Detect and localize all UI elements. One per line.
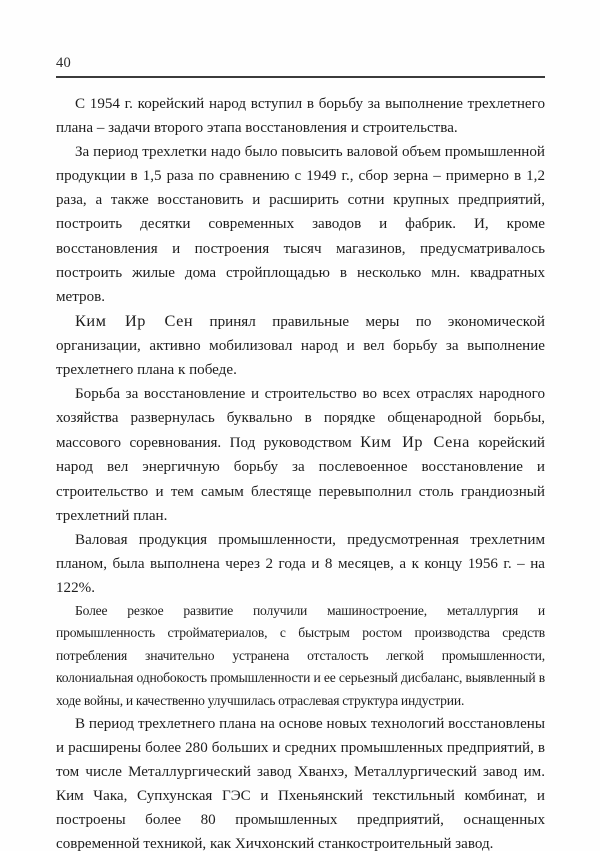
body-text-block: [56, 92, 545, 851]
paragraph-3-text: принял правильные меры по экономической организации, активно мобилизовал народ и вел борьбу за выполнение трехлетнего плана к победе.: [56, 313, 545, 379]
paragraph-2: За период трехлетки надо было повысить валовой объем промышленной продукции в 1,5 раза по сравнению с 1949 г., сбор зерна – примерно в 1,2 раза, а также восстановить и расширить сотни крупных предприятий, построить десятки современных заводов и фабрик. И, кроме восстановления и построения тысяч магазинов, предусматривалось построить жилые дома стройплощадью в несколько млн. квадратных метров.: [56, 144, 545, 305]
paragraph-7-text-after-name: , Супхунская ГЭС и Пхеньянский текстильный комбинат, и построены более 80 промышленных предприятий, оснащенных современной техникой, как Хичхонский станкостроительный завод.: [56, 788, 545, 851]
paragraph-6: Более резкое развитие получили машиностроение, металлургия и промышленность стройматериалов, с быстрым ростом производства средств потребления значительно устранена отсталость легкой промышленности, колониальная однобокость промышленности и ее серьезный дисбаланс, выявленный в ходе войны, и качественно улучшилась отраслевая структура индустрии.: [56, 602, 545, 708]
running-head: [56, 56, 545, 78]
paragraph-5: Валовая продукция промышленности, предусмотренная трехлетним планом, была выполнена через 2 года и 8 месяцев, а к концу 1956 г. – на 122%.: [56, 531, 545, 596]
person-name-kim-chaek: Ким Чака: [56, 788, 124, 805]
paragraph-4: [56, 382, 545, 528]
paragraph-7-text-before-name: В период трехлетнего плана на основе новых технологий восстановлены и расширены более 280 больших и средних промышленных предприятий, в том числе Металлургический завод Хванхэ, Металлургический завод им.: [56, 716, 545, 781]
paragraph-4-text-before-name: Борьба за восстановление и строительство во всех отраслях народного хозяйства развернулась буквально в порядке общенародной борьбы, массового соревнования. Под руководством: [56, 386, 545, 452]
page-number: 40: [56, 55, 71, 71]
leader-name-kim-il-sung: Ким Ир Сен: [75, 310, 194, 330]
header-rule: [56, 76, 545, 78]
paragraph-3: [56, 309, 545, 382]
leader-name-kim-il-sung-inline: Ким Ир Сена: [360, 432, 470, 452]
paragraph-1: С 1954 г. корейский народ вступил в борьбу за выполнение трехлетнего плана – задачи второго этапа восстановления и строительства.: [56, 96, 545, 137]
paragraph-7: [56, 712, 545, 851]
paragraph-4-text-after-name: корейский народ вел энергичную борьбу за послевоенное восстановление и строительство и тем самым блестяще перевыполнил столь грандиозный трехлетний план.: [56, 435, 545, 524]
